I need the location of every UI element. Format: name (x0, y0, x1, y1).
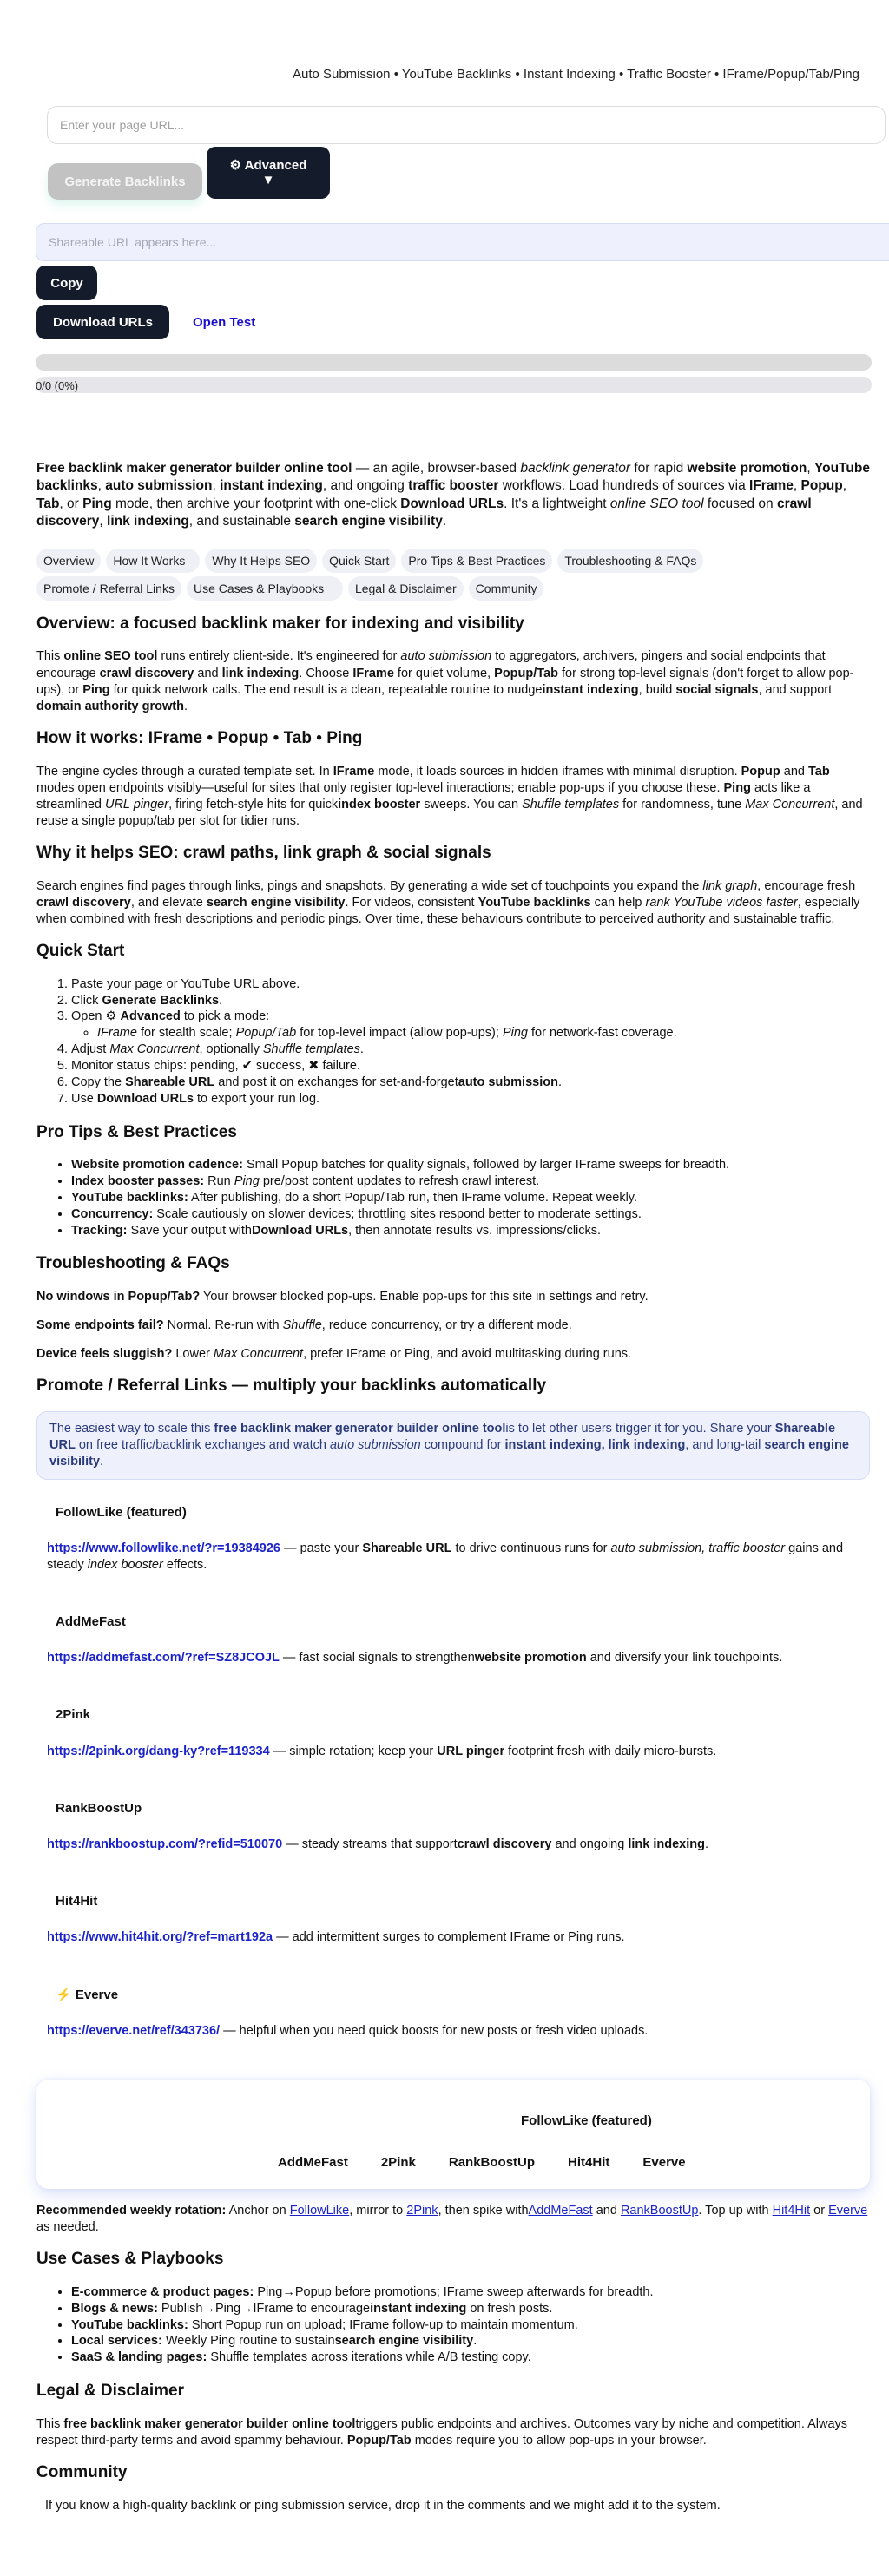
usecases-heading: Use Cases & Playbooks (36, 2250, 224, 2269)
rotation-item[interactable]: AddMeFast (278, 2154, 348, 2170)
list-item: 2. Click Generate Backlinks. (71, 993, 870, 1009)
list-item: 5. Monitor status chips: pending, ✔ success, ✖ failure. (71, 1058, 870, 1074)
link-2pink[interactable]: 2Pink (406, 2203, 438, 2218)
list-item: 4. Adjust Max Concurrent, optionally Shuffle templates. (71, 1042, 870, 1058)
header-tagline: Auto Submission • YouTube Backlinks • Instant Indexing • Traffic Booster • IFrame/Popup/Tab/Ping (292, 67, 859, 82)
faq-heading: Troubleshooting & FAQs (36, 1254, 230, 1273)
referral-link[interactable]: https://addmefast.com/?ref=SZ8JCOJL (47, 1651, 280, 1666)
advanced-label: ⚙ Advanced (229, 157, 307, 173)
quickstart-list (36, 976, 870, 1107)
nav-chip-troubleshooting[interactable]: Troubleshooting & FAQs (557, 549, 703, 573)
link-addmefast[interactable]: AddMeFast (528, 2203, 593, 2218)
referral-link[interactable]: https://2pink.org/dang-ky?ref=119334 (47, 1744, 270, 1758)
list-item: • E-commerce & product pages: Ping→Popup before promotions; IFrame sweep afterwards for breadth. (71, 2284, 870, 2301)
nav-chip-community[interactable]: Community (469, 576, 544, 601)
list-item: • Concurrency: Scale cautiously on slower devices; throttling sites respond better to moderate settings. (71, 1206, 870, 1223)
protips-heading: Pro Tips & Best Practices (36, 1122, 237, 1141)
legal-heading: Legal & Disclaimer (36, 2382, 185, 2401)
quickstart-heading: Quick Start (36, 942, 125, 961)
progress-label-track (36, 377, 872, 393)
overview-paragraph: This online SEO tool runs entirely client-side. It's engineered for auto submission to aggregators, archivers, pingers and social endpoints that encourage crawl discovery and link indexing. Choose IFrame for quiet volume, Popup/Tab for strong top-level signals (don't forget to allow pop-ups), or Ping for quick network calls. The end result is a clean, repeatable routine to nudgeinstant indexing, build social signals, and support domain authority growth. (36, 649, 854, 713)
nav-chip-how-it-works[interactable]: How It Works (106, 549, 200, 573)
download-urls-button[interactable]: Download URLs (36, 305, 169, 339)
referral-title: 2Pink (56, 1707, 91, 1723)
open-test-link[interactable]: Open Test (193, 315, 256, 330)
overview-heading: Overview: a focused backlink maker for indexing and visibility (36, 614, 524, 633)
rotation-item[interactable]: Hit4Hit (568, 2154, 610, 2170)
referral-title: AddMeFast (56, 1614, 126, 1630)
chevron-down-icon: ▼ (261, 173, 275, 187)
faq-item: Some endpoints fail? Normal. Re-run with Shuffle, reduce concurrency, or try a different mode. (36, 1318, 572, 1333)
nav-chip-quick-start[interactable]: Quick Start (322, 549, 396, 573)
copy-button[interactable]: Copy (36, 266, 97, 300)
legal-paragraph: This free backlink maker generator builder online tooltriggers public endpoints and archives. Outcomes vary by niche and competition. Always respect third-party terms and avoid spammy behaviour. Popup/Tab modes require you to allow pop-ups in your browser. (36, 2416, 848, 2448)
intro-lead: Free backlink maker generator builder online tool (36, 461, 352, 476)
referral-title: Hit4Hit (56, 1894, 98, 1909)
progress-label: 0/0 (0%) (36, 379, 79, 392)
nav-chip-overview[interactable]: Overview (36, 549, 101, 573)
list-item: ◦ IFrame for stealth scale; Popup/Tab for top-level impact (allow pop-ups); Ping for network-fast coverage. (97, 1025, 870, 1042)
usecases-list (36, 2284, 870, 2366)
community-paragraph: If you know a high-quality backlink or ping submission service, drop it in the comments and we might add it to the system. (45, 2498, 721, 2513)
referral-item-followlike: FollowLike (featured) https://www.followlike.net/?r=19384926 — paste your Shareable URL to drive continuous runs for auto submission, traffic booster gains and steady index booster effects. (36, 1504, 870, 1574)
list-item: • Website promotion cadence: Small Popup batches for quality signals, followed by larger IFrame sweeps for breadth. (71, 1157, 870, 1173)
protips-list (36, 1157, 870, 1239)
nav-chip-legal[interactable]: Legal & Disclaimer (348, 576, 464, 601)
advanced-settings-button[interactable] (207, 147, 330, 199)
list-item: 3. Open ⚙ Advanced to pick a mode: ◦ IFrame for stealth scale; Popup/Tab for top-level impact (allow pop-ups); Ping for network-fast coverage. (71, 1009, 870, 1042)
nav-chip-use-cases[interactable]: Use Cases & Playbooks (187, 576, 343, 601)
page-url-input[interactable] (47, 106, 886, 144)
list-item: • Index booster passes: Run Ping pre/post content updates to refresh crawl interest. (71, 1173, 870, 1190)
list-item: • Local services: Weekly Ping routine to sustainsearch engine visibility. (71, 2333, 870, 2349)
how-paragraph: The engine cycles through a curated template set. In IFrame mode, it loads sources in hidden iframes with minimal disruption. Popup and Tab modes open endpoints visibly—useful for sites that only register top-level interactions; enable pop-ups if you choose these. Ping acts like a streamlined URL pinger, firing fetch-style hits for quickindex booster sweeps. You can Shuffle templates for randomness, tune Max Concurrent, and reuse a single popup/tab per slot for tidier runs. (36, 764, 863, 828)
rotation-card (36, 2080, 870, 2189)
link-rankboostup[interactable]: RankBoostUp (620, 2203, 699, 2218)
referral-link[interactable]: https://www.hit4hit.org/?ref=mart192a (47, 1930, 273, 1945)
rotation-item[interactable]: 2Pink (380, 2154, 416, 2170)
promote-callout: The easiest way to scale this free backlink maker generator builder online toolis to let other users trigger it for you. Share your Shareable URL on free traffic/backlink exchanges and watch auto submission compound for instant indexing, link indexing, and long-tail search engine visibility. (36, 1411, 870, 1480)
how-heading: How it works: IFrame • Popup • Tab • Ping (36, 728, 363, 747)
list-item: 1. Paste your page or YouTube URL above. (71, 976, 870, 993)
intro-paragraph: Free backlink maker generator builder online tool — an agile, browser-based backlink generator for rapid website promotion, YouTube backlinks, auto submission, instant indexing, and ongoing traffic booster workflows. Load hundreds of sources via IFrame, Popup, Tab, or Ping mode, then archive your footprint with one-click Download URLs. It's a lightweight online SEO tool focused on crawl discovery, link indexing, and sustainable search engine visibility. (36, 461, 870, 529)
link-hit4hit[interactable]: Hit4Hit (772, 2203, 811, 2218)
list-item: • YouTube backlinks: Short Popup run on upload; IFrame follow-up to maintain momentum. (71, 2317, 870, 2334)
referral-title: RankBoostUp (56, 1800, 142, 1816)
community-heading: Community (36, 2462, 128, 2481)
progress-bar (36, 354, 872, 371)
shareable-url-field[interactable] (36, 223, 889, 261)
referral-item-2pink: 2Pink https://2pink.org/dang-ky?ref=119334 — simple rotation; keep your URL pinger footprint fresh with daily micro-bursts. (36, 1706, 870, 1759)
faq-item: No windows in Popup/Tab? Your browser blocked pop-ups. Enable pop-ups for this site in settings and retry. (36, 1290, 649, 1304)
rotation-paragraph: Recommended weekly rotation: Anchor on FollowLike, mirror to 2Pink, then spike withAddMeFast and RankBoostUp. Top up with Hit4Hit or Everve as needed. (36, 2203, 868, 2235)
list-item: • SaaS & landing pages: Shuffle templates across iterations while A/B testing copy. (71, 2349, 870, 2366)
promote-heading: Promote / Referral Links — multiply your backlinks automatically (36, 1377, 547, 1396)
list-item: 7. Use Download URLs to export your run log. (71, 1091, 870, 1107)
list-item: • YouTube backlinks: After publishing, do a short Popup/Tab run, then IFrame volume. Repeat weekly. (71, 1190, 870, 1206)
rotation-item[interactable]: Everve (642, 2154, 686, 2170)
link-followlike[interactable]: FollowLike (289, 2203, 350, 2218)
list-item: 6. Copy the Shareable URL and post it on exchanges for set-and-forgetauto submission. (71, 1074, 870, 1091)
nav-chip-pro-tips[interactable]: Pro Tips & Best Practices (401, 549, 552, 573)
generate-backlinks-button[interactable]: Generate Backlinks (48, 163, 202, 200)
referral-link[interactable]: https://rankboostup.com/?refid=510070 (47, 1837, 283, 1852)
referral-title: FollowLike (featured) (56, 1504, 187, 1520)
referral-item-rankboostup: RankBoostUp https://rankboostup.com/?refid=510070 — steady streams that supportcrawl discovery and ongoing link indexing. (36, 1800, 870, 1853)
referral-item-addmefast: AddMeFast https://addmefast.com/?ref=SZ8JCOJL — fast social signals to strengthenwebsite promotion and diversify your link touchpoints. (36, 1613, 870, 1666)
referral-title: ⚡ Everve (56, 1987, 119, 2002)
referral-link[interactable]: https://www.followlike.net/?r=19384926 (47, 1541, 281, 1555)
nav-chip-promote[interactable]: Promote / Referral Links (36, 576, 181, 601)
referral-link[interactable]: https://everve.net/ref/343736/ (47, 2023, 221, 2038)
nav-chip-why-seo[interactable]: Why It Helps SEO (205, 549, 317, 573)
section-nav (36, 549, 766, 601)
list-item: • Tracking: Save your output withDownload URLs, then annotate results vs. impressions/clicks. (71, 1223, 870, 1239)
rotation-featured[interactable]: FollowLike (featured) (521, 2113, 652, 2128)
referral-item-hit4hit: Hit4Hit https://www.hit4hit.org/?ref=mart192a — add intermittent surges to complement IFrame or Ping runs. (36, 1893, 870, 1946)
faq-item: Device feels sluggish? Lower Max Concurrent, prefer IFrame or Ping, and avoid multitasking during runs. (36, 1347, 632, 1362)
why-paragraph: Search engines find pages through links, pings and snapshots. By generating a wide set of touchpoints you expand the link graph, encourage fresh crawl discovery, and elevate search engine visibility. For videos, consistent YouTube backlinks can help rank YouTube videos faster, especially when combined with fresh descriptions and periodic pings. Over time, these behaviours contribute to perceived authority and sustainable traffic. (36, 878, 860, 926)
rotation-item[interactable]: RankBoostUp (448, 2154, 536, 2170)
why-heading: Why it helps SEO: crawl paths, link graph & social signals (36, 844, 491, 863)
referral-item-everve: ⚡ Everve https://everve.net/ref/343736/ — helpful when you need quick boosts for new posts or fresh video uploads. (36, 1987, 870, 2040)
link-everve[interactable]: Everve (828, 2203, 868, 2218)
list-item: • Blogs & news: Publish→Ping→IFrame to encourageinstant indexing on fresh posts. (71, 2301, 870, 2317)
main-content (36, 460, 870, 2527)
